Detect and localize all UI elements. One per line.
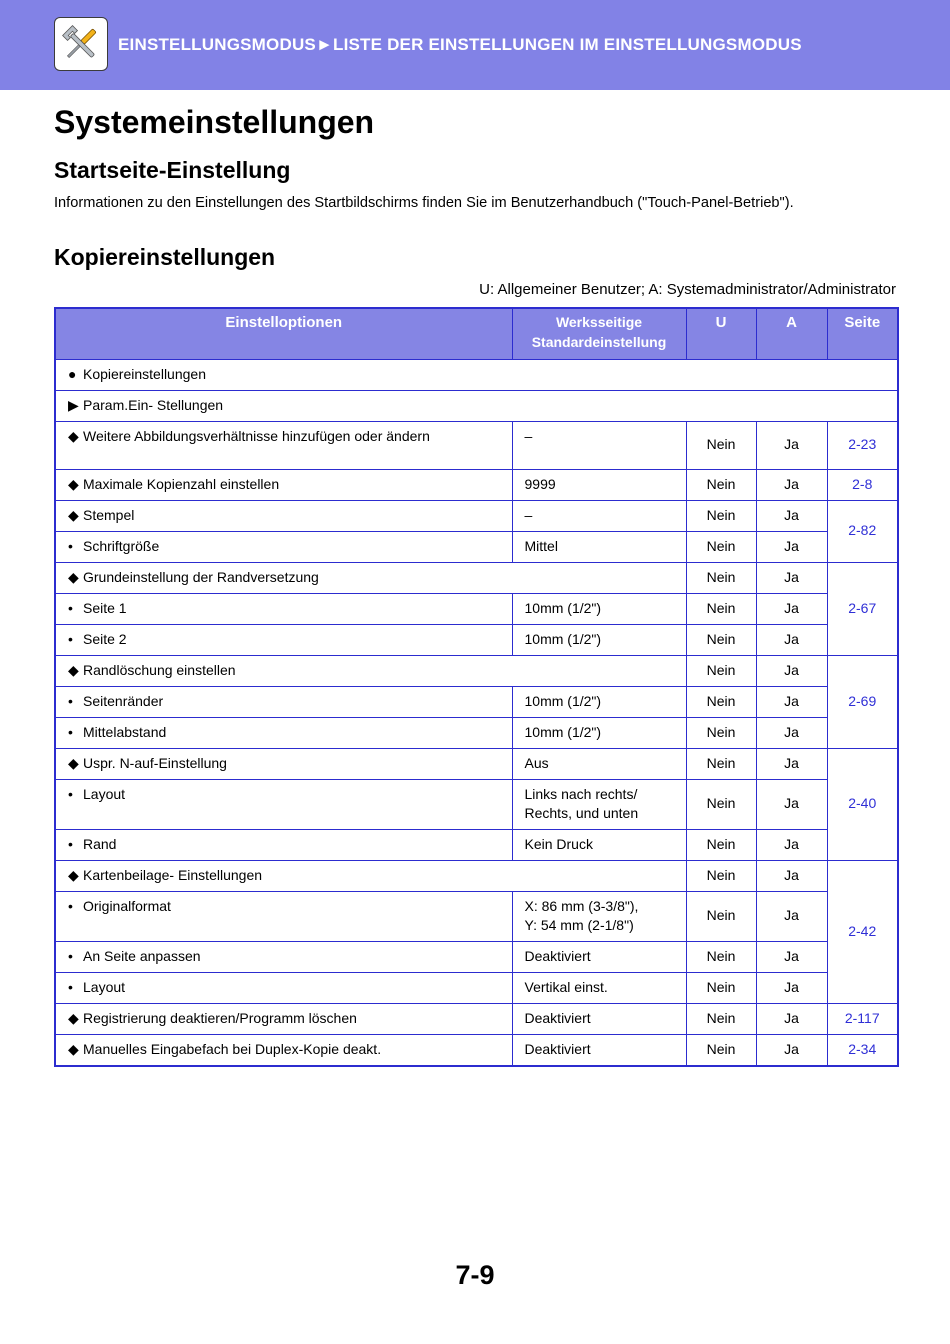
table-row: [55, 421, 898, 469]
row-default: Vertikal einst.: [512, 972, 686, 1003]
bullet-dot-icon: •: [68, 947, 73, 964]
table-row: [55, 779, 898, 829]
row-a: Ja: [756, 500, 827, 531]
diamond-icon: ◆: [68, 427, 79, 444]
table-row: [55, 686, 898, 717]
page-title: Systemeinstellungen: [54, 104, 375, 140]
row-a: Ja: [756, 779, 827, 829]
table-row: [55, 829, 898, 860]
row-default: 10mm (1/2"): [512, 686, 686, 717]
row-u: Nein: [686, 686, 756, 717]
table-row: [55, 531, 898, 562]
row-u: Nein: [686, 624, 756, 655]
bullet-dot-icon: •: [68, 785, 73, 802]
row-a: Ja: [756, 829, 827, 860]
row-u: Nein: [686, 531, 756, 562]
bullet-dot-icon: •: [68, 978, 73, 995]
page-link[interactable]: 2-8: [827, 469, 898, 500]
diamond-icon: ◆: [68, 475, 79, 492]
row-default: Kein Druck: [512, 829, 686, 860]
page-link[interactable]: 2-23: [827, 421, 898, 469]
table-row: [55, 469, 898, 500]
row-a: Ja: [756, 1003, 827, 1034]
row-a: Ja: [756, 593, 827, 624]
table-row: [55, 717, 898, 748]
settings-table: [54, 307, 899, 1067]
tools-icon: [54, 17, 108, 71]
bullet-dot-icon: •: [68, 897, 73, 914]
row-default: Deaktiviert: [512, 1003, 686, 1034]
subgroup-label: Param.Ein- Stellungen: [83, 396, 224, 413]
table-row: [55, 972, 898, 1003]
table-row: [55, 891, 898, 941]
bullet-dot-icon: •: [68, 599, 73, 616]
row-a: Ja: [756, 531, 827, 562]
row-label: Randlöschung einstellen: [83, 661, 236, 678]
row-u: Nein: [686, 500, 756, 531]
section-heading-startseite: Startseite-Einstellung: [54, 157, 291, 183]
row-a: Ja: [756, 624, 827, 655]
triangle-right-icon: ▶: [68, 396, 79, 413]
row-default: Mittel: [512, 531, 686, 562]
row-label: Uspr. N-auf-Einstellung: [83, 754, 227, 771]
diamond-icon: ◆: [68, 506, 79, 523]
breadcrumb-title: EINSTELLUNGSMODUS►LISTE DER EINSTELLUNGEN IM EINSTELLUNGSMODUS: [118, 35, 802, 54]
row-u: Nein: [686, 421, 756, 469]
row-u: Nein: [686, 860, 756, 891]
row-a: Ja: [756, 421, 827, 469]
row-label: Layout: [83, 785, 126, 802]
row-u: Nein: [686, 891, 756, 941]
row-label: Mittelabstand: [83, 723, 167, 740]
row-a: Ja: [756, 655, 827, 686]
row-u: Nein: [686, 593, 756, 624]
bullet-dot-icon: •: [68, 723, 73, 740]
header-default: Werksseitige Standardeinstellung: [512, 308, 686, 359]
section-description: Informationen zu den Einstellungen des Startbildschirms finden Sie im Benutzerhandbuch ("Touch-Panel-Betrieb").: [54, 195, 794, 211]
row-default-line2: Y: 54 mm (2-1/8"): [524, 916, 634, 933]
header-page: Seite: [827, 308, 898, 359]
diamond-icon: ◆: [68, 1040, 79, 1057]
row-label: Schriftgröße: [83, 537, 160, 554]
row-default: 9999: [512, 469, 686, 500]
row-default-line1: X: 86 mm (3-3/8"),: [524, 897, 639, 914]
diamond-icon: ◆: [68, 866, 79, 883]
bullet-dot-icon: •: [68, 630, 73, 647]
header-u: U: [686, 308, 756, 359]
row-u: Nein: [686, 829, 756, 860]
table-row: [55, 1003, 898, 1034]
row-u: Nein: [686, 779, 756, 829]
table-row: [55, 860, 898, 891]
row-label: Seitenränder: [83, 692, 164, 709]
row-label: Registrierung deaktieren/Programm löschen: [83, 1009, 357, 1026]
row-label: Rand: [83, 835, 117, 852]
header-a: A: [756, 308, 827, 359]
row-default: [512, 891, 686, 941]
table-row: [55, 500, 898, 531]
row-a: Ja: [756, 562, 827, 593]
user-legend: U: Allgemeiner Benutzer; A: Systemadministrator/Administrator: [479, 281, 896, 298]
row-label: Manuelles Eingabefach bei Duplex-Kopie deakt.: [83, 1040, 382, 1057]
header-options: Einstelloptionen: [55, 308, 512, 359]
page-number: 7-9: [455, 1260, 495, 1290]
diamond-icon: ◆: [68, 568, 79, 585]
row-u: Nein: [686, 972, 756, 1003]
bullet-dot-icon: •: [68, 537, 73, 554]
row-label: Weitere Abbildungsverhältnisse hinzufügen oder ändern: [83, 427, 430, 444]
bullet-dot-icon: •: [68, 835, 73, 852]
row-label: Layout: [83, 978, 126, 995]
row-u: Nein: [686, 469, 756, 500]
section-heading-kopiereinstellungen: Kopiereinstellungen: [54, 244, 276, 270]
row-a: Ja: [756, 941, 827, 972]
table-row: [55, 624, 898, 655]
row-u: Nein: [686, 1034, 756, 1066]
row-default: Deaktiviert: [512, 941, 686, 972]
page-link[interactable]: 2-67: [827, 562, 898, 655]
row-u: Nein: [686, 655, 756, 686]
row-u: Nein: [686, 717, 756, 748]
page-link[interactable]: 2-69: [827, 655, 898, 748]
row-default: Aus: [512, 748, 686, 779]
bullet-circle-icon: ●: [68, 365, 77, 382]
row-default: 10mm (1/2"): [512, 624, 686, 655]
row-label: Seite 2: [83, 630, 127, 647]
row-default: –: [512, 421, 686, 469]
table-row-group1: [55, 359, 898, 390]
row-u: Nein: [686, 562, 756, 593]
row-a: Ja: [756, 1034, 827, 1066]
table-row: [55, 593, 898, 624]
row-label: Stempel: [83, 506, 135, 523]
row-a: Ja: [756, 891, 827, 941]
table-row-group2: [55, 390, 898, 421]
row-label: An Seite anpassen: [83, 947, 201, 964]
row-a: Ja: [756, 748, 827, 779]
table-row: [55, 941, 898, 972]
row-a: Ja: [756, 469, 827, 500]
diamond-icon: ◆: [68, 661, 79, 678]
row-default: Links nach rechts/ Rechts, und unten: [512, 779, 686, 829]
bullet-dot-icon: •: [68, 692, 73, 709]
row-u: Nein: [686, 941, 756, 972]
table-row: [55, 655, 898, 686]
row-label: Seite 1: [83, 599, 127, 616]
row-default: 10mm (1/2"): [512, 593, 686, 624]
table-row: [55, 748, 898, 779]
page-link[interactable]: 2-34: [827, 1034, 898, 1066]
row-default: Deaktiviert: [512, 1034, 686, 1066]
page-link[interactable]: 2-117: [827, 1003, 898, 1034]
table-row: [55, 1034, 898, 1066]
page-header: [0, 0, 950, 90]
table-header-row: [55, 308, 898, 359]
row-label: Grundeinstellung der Randversetzung: [83, 568, 319, 585]
row-default: –: [512, 500, 686, 531]
row-label: Originalformat: [83, 897, 171, 914]
row-label: Kartenbeilage- Einstellungen: [83, 866, 263, 883]
page-link[interactable]: 2-82: [827, 500, 898, 562]
row-a: Ja: [756, 717, 827, 748]
diamond-icon: ◆: [68, 1009, 79, 1026]
row-a: Ja: [756, 860, 827, 891]
page-link[interactable]: 2-40: [827, 748, 898, 860]
table-row: [55, 562, 898, 593]
row-u: Nein: [686, 1003, 756, 1034]
row-u: Nein: [686, 748, 756, 779]
row-a: Ja: [756, 972, 827, 1003]
row-default: 10mm (1/2"): [512, 717, 686, 748]
diamond-icon: ◆: [68, 754, 79, 771]
row-a: Ja: [756, 686, 827, 717]
page-link[interactable]: 2-42: [827, 860, 898, 1003]
group-label: Kopiereinstellungen: [83, 365, 206, 382]
row-label: Maximale Kopienzahl einstellen: [83, 475, 280, 492]
